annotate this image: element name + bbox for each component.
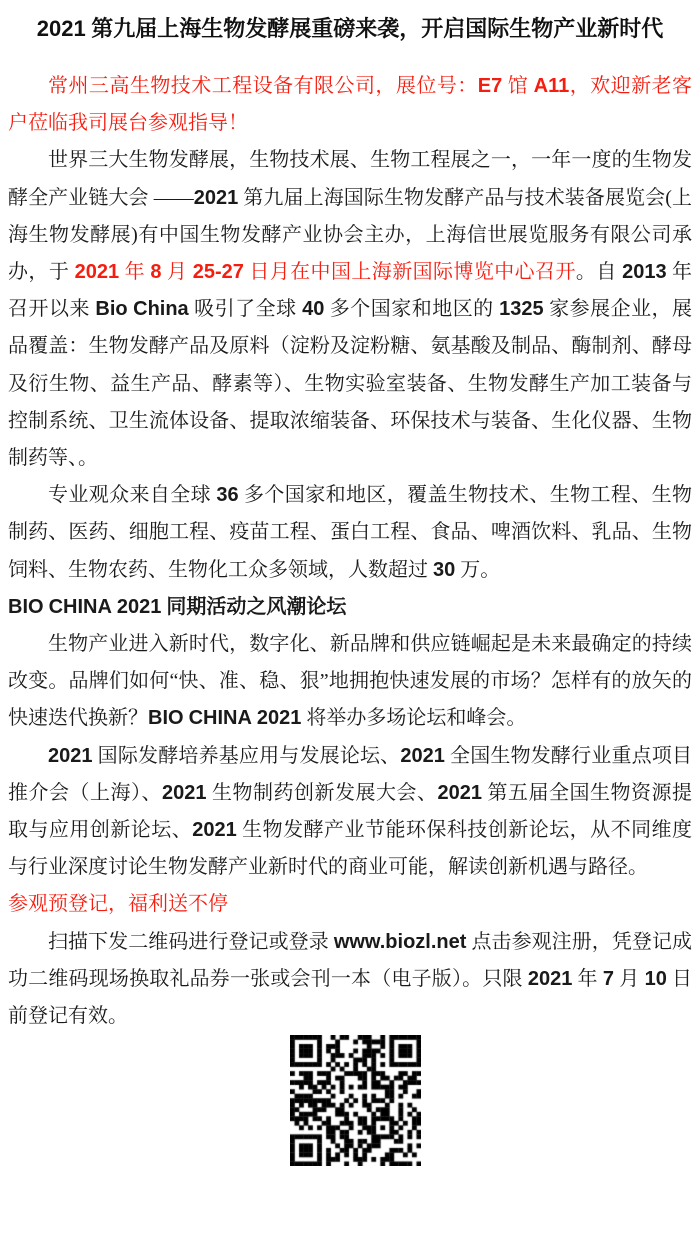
preregistration-heading: 参观预登记，福利送不停 bbox=[8, 893, 228, 916]
qr-code-container bbox=[8, 1035, 692, 1166]
forum-paragraph-1: 生物产业进入新时代，数字化、新品牌和供应链崛起是未来最确定的持续改变。品牌们如何“快、准、稳、狠”地拥抱快速发展的市场？怎样有的放矢的快速迭代换新？BIO CHINA 2021 将举办多场论坛和峰会。 bbox=[8, 633, 692, 730]
overview-text-1: 世界三大生物发酵展，生物技术展、生物工程展之一，一年一度的生物发酵全产业链大会 ——2021 第九届上海国际生物发酵产品与技术装备展览会(上海生物发酵展)有中国生物发酵产业协会主办，上海信世展览服务有限公司承办，于 bbox=[8, 149, 692, 284]
registration-qr-code bbox=[290, 1035, 421, 1166]
doc-title: 2021 第九届上海生物发酵展重磅来袭，开启国际生物产业新时代 bbox=[36, 16, 664, 41]
event-date-highlight: 2021 年 8 月 25-27 日月在中国上海新国际博览中心召开 bbox=[74, 261, 576, 284]
overview-text-2: 。自 2013 年召开以来 Bio China 吸引了全球 40 多个国家和地区的 1325 家参展企业，展品覆盖：生物发酵产品及原料（淀粉及淀粉糖、氨基酸及制品、酶制剂、酵母及衍生物、益生产品、酵素等）、生物实验室装备、生物发酵生产加工装备与控制系统、卫生流体设备、提取浓缩装备、环保技术与装备、生化仪器、生物制药等、。 bbox=[8, 261, 693, 470]
intro-paragraph-red: 常州三高生物技术工程设备有限公司，展位号：E7 馆 A11，欢迎新老客户莅临我司展台参观指导！ bbox=[8, 75, 693, 135]
forum-paragraph-2: 2021 国际发酵培养基应用与发展论坛、2021 全国生物发酵行业重点项目推介会（上海）、2021 生物制药创新发展大会、2021 第五届全国生物资源提取与应用创新论坛、2021 生物发酵产业节能环保科技创新论坛，从不同维度与行业深度讨论生物发酵产业新时代的商业可能，解读创新机遇与路径。 bbox=[8, 744, 693, 879]
overview-paragraph bbox=[8, 142, 692, 477]
registration-paragraph: 扫描下发二维码进行登记或登录 www.biozl.net 点击参观注册，凭登记成功二维码现场换取礼品券一张或会刊一本（电子版）。只限 2021 年 7 月 10 日前登记有效。 bbox=[8, 930, 693, 1028]
forum-heading: BIO CHINA 2021 同期活动之风潮论坛 bbox=[8, 595, 347, 618]
audience-paragraph: 专业观众来自全球 36 多个国家和地区，覆盖生物技术、生物工程、生物制药、医药、细胞工程、疫苗工程、蛋白工程、食品、啤酒饮料、乳品、生物饲料、生物农药、生物化工众多领域，人数超过 30 万。 bbox=[8, 484, 693, 581]
